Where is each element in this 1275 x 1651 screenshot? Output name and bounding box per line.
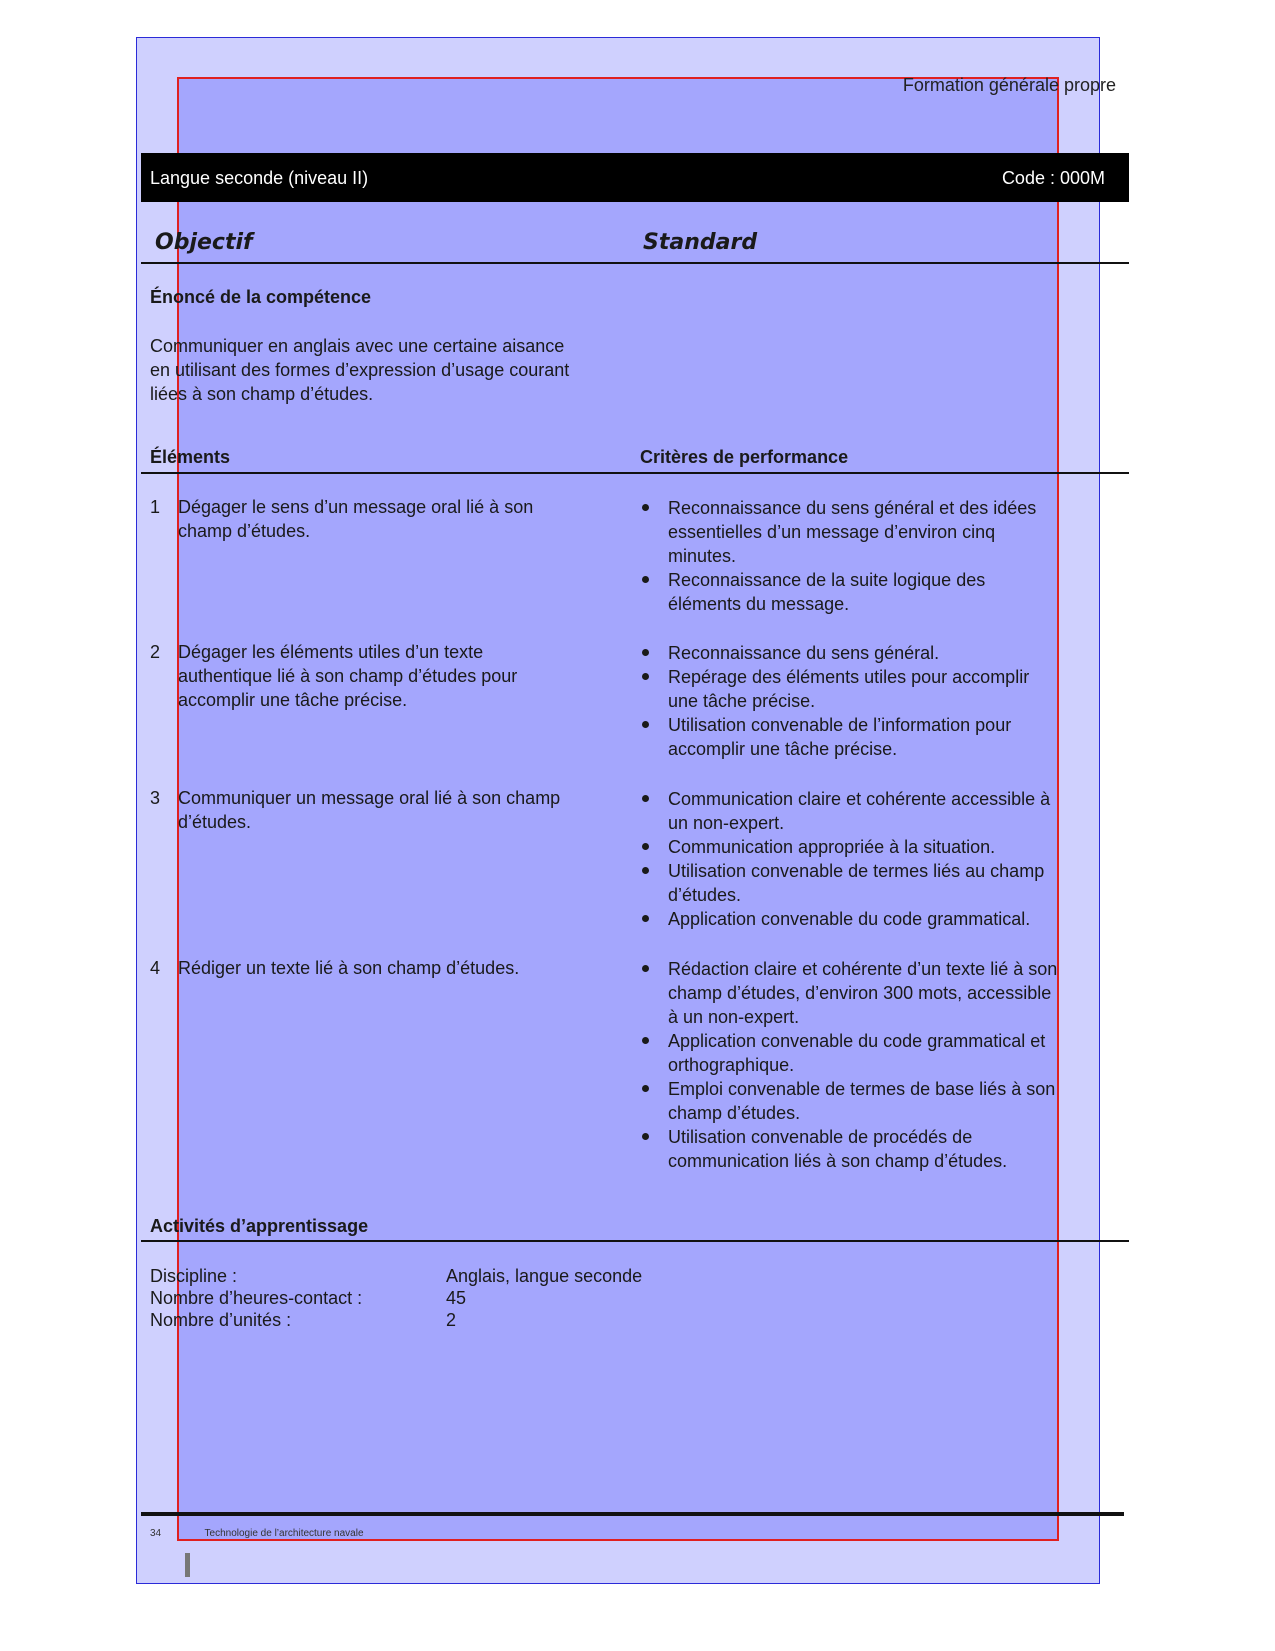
info-row <box>150 1265 642 1287</box>
text-cursor-mark <box>185 1553 190 1577</box>
footer-program-name: Technologie de l’architecture navale <box>204 1528 364 1539</box>
criterion-line: minutes. <box>668 546 737 566</box>
criterion <box>640 641 1110 665</box>
standard-heading: Standard <box>643 230 758 255</box>
criteria-list-4 <box>640 957 1110 1173</box>
criterion-line: un non-expert. <box>668 813 785 833</box>
info-value: 2 <box>446 1310 457 1330</box>
criterion-line: Utilisation convenable de procédés de <box>668 1127 973 1147</box>
criterion <box>640 1077 1110 1125</box>
criterion-line: accomplir une tâche précise. <box>668 739 898 759</box>
criterion-line: communication liés à son champ d’études. <box>668 1151 1008 1171</box>
element-text <box>178 640 648 712</box>
info-label: Nombre d’unités : <box>150 1310 292 1330</box>
criterion <box>640 665 1110 713</box>
criteres-heading: Critères de performance <box>640 447 849 467</box>
competence-title: Énoncé de la compétence <box>150 287 372 307</box>
competence-line: en utilisant des formes d’expression d’usage courant <box>150 360 570 380</box>
criterion <box>640 835 1110 859</box>
element-line: Dégager le sens d’un message oral lié à son <box>178 497 534 517</box>
element-line: Communiquer un message oral lié à son champ <box>178 788 561 808</box>
footer-page-number: 34 <box>150 1528 162 1539</box>
info-row <box>150 1287 642 1309</box>
criterion-line: Reconnaissance du sens général. <box>668 643 940 663</box>
element-line: Dégager les éléments utiles d’un texte <box>178 642 484 662</box>
criterion-line: Application convenable du code grammatical. <box>668 909 1031 929</box>
footer-rule <box>141 1512 1124 1516</box>
header-formation-label: Formation générale propre <box>902 75 1116 95</box>
activites-title: Activités d’apprentissage <box>150 1216 369 1236</box>
criterion-line: une tâche précise. <box>668 691 816 711</box>
criterion-line: Reconnaissance de la suite logique des <box>668 570 986 590</box>
criterion-line: Utilisation convenable de l’information pour <box>668 715 1012 735</box>
criterion-line: à un non-expert. <box>668 1007 800 1027</box>
element-line: authentique lié à son champ d’études pour <box>178 666 518 686</box>
criterion-line: d’études. <box>668 885 742 905</box>
info-row <box>150 1309 642 1331</box>
elements-heading: Éléments <box>150 447 231 467</box>
criterion-line: Repérage des éléments utiles pour accomplir <box>668 667 1030 687</box>
criteria-list-2 <box>640 641 1110 761</box>
course-title: Langue seconde (niveau II) <box>150 168 369 188</box>
objectif-heading: Objectif <box>155 230 253 255</box>
criteria-list-1 <box>640 496 1110 616</box>
criterion <box>640 859 1110 907</box>
criterion <box>640 957 1110 1029</box>
criterion <box>640 713 1110 761</box>
competence-statement <box>150 334 630 406</box>
criterion <box>640 787 1110 835</box>
element-line: champ d’études. <box>178 521 311 541</box>
criterion-line: Emploi convenable de termes de base liés à son <box>668 1079 1056 1099</box>
criterion <box>640 1029 1110 1077</box>
element-text <box>178 786 648 834</box>
element-line: accomplir une tâche précise. <box>178 690 408 710</box>
info-label: Nombre d’heures-contact : <box>150 1288 363 1308</box>
criterion-line: champ d’études, d’environ 300 mots, accessible <box>668 983 1052 1003</box>
rule-objectif <box>141 262 1129 264</box>
info-value: 45 <box>446 1288 467 1308</box>
footer <box>150 1528 364 1539</box>
info-label: Discipline : <box>150 1266 238 1286</box>
criterion-line: champ d’études. <box>668 1103 801 1123</box>
element-text <box>178 495 648 543</box>
competence-line: Communiquer en anglais avec une certaine aisance <box>150 336 565 356</box>
criterion-line: éléments du message. <box>668 594 850 614</box>
rule-activites <box>141 1240 1129 1242</box>
criterion-line: essentielles d’un message d’environ cinq <box>668 522 996 542</box>
rule-elements <box>141 472 1129 474</box>
criteria-list-3 <box>640 787 1110 931</box>
element-number: 4 <box>150 958 161 978</box>
element-text <box>178 956 648 980</box>
activites-table <box>150 1265 642 1331</box>
criterion-line: Communication appropriée à la situation. <box>668 837 996 857</box>
info-value: Anglais, langue seconde <box>446 1266 643 1286</box>
competence-line: liées à son champ d’études. <box>150 384 374 404</box>
criterion <box>640 1125 1110 1173</box>
criterion <box>640 907 1110 931</box>
criterion-line: Communication claire et cohérente accessible à <box>668 789 1051 809</box>
criterion-line: Rédaction claire et cohérente d’un texte lié à son <box>668 959 1058 979</box>
criterion <box>640 568 1110 616</box>
criterion-line: Application convenable du code grammatical et <box>668 1031 1046 1051</box>
criterion-line: Reconnaissance du sens général et des idées <box>668 498 1037 518</box>
course-code: Code : 000M <box>1001 168 1105 188</box>
element-number: 3 <box>150 788 161 808</box>
element-number: 1 <box>150 497 161 517</box>
element-line: Rédiger un texte lié à son champ d’études. <box>178 958 520 978</box>
criterion-line: orthographique. <box>668 1055 795 1075</box>
element-line: d’études. <box>178 812 252 832</box>
criterion-line: Utilisation convenable de termes liés au champ <box>668 861 1045 881</box>
criterion <box>640 496 1110 568</box>
element-number: 2 <box>150 642 161 662</box>
